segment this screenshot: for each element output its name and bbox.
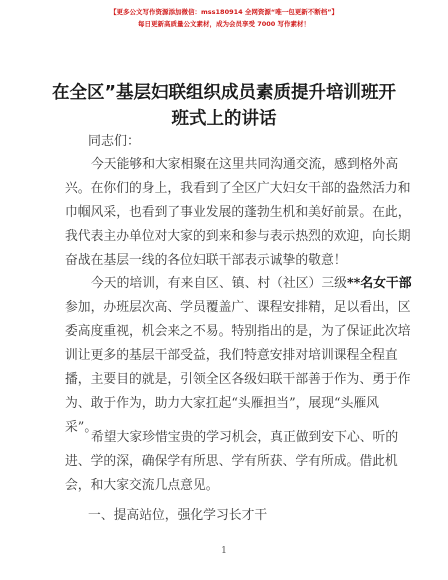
paragraph-3-line: 希望大家珍惜宝贵的学习机会，真正做到安下心、听的 bbox=[91, 430, 399, 445]
paragraph-1 bbox=[65, 153, 411, 273]
paragraph-2-bold-text: **名女干部 bbox=[346, 276, 412, 291]
promo-line-1: 【更多公文写作资源添加微信：mss180914 全网资源“唯一包更新不断档”】 bbox=[110, 8, 338, 16]
paragraph-3-line: 进、学的深，确保学有所思、学有所获、学有所成。借此机 bbox=[65, 454, 398, 469]
paragraph-2-line bbox=[65, 272, 412, 296]
promo-line-2: 每日更新高质量公文素材，成为会员享受 7000 写作素材！ bbox=[137, 20, 311, 28]
paragraph-1-line: 今天能够和大家相聚在这里共同沟通交流，感到格外高 bbox=[91, 157, 399, 172]
paragraph-2-line: 采”。 bbox=[65, 420, 98, 435]
document-title bbox=[40, 80, 408, 132]
salutation: 同志们： bbox=[88, 134, 141, 149]
paragraph-2-line1-text: 今天的培训，有来自区、镇、村（社区）三级 bbox=[91, 276, 347, 291]
title-line-1: 在全区”基层妇联组织成员素质提升培训班开 bbox=[52, 83, 396, 103]
paragraph-2-line: 训让更多的基层干部受益，我们特意安排对培训课程全程直 bbox=[65, 348, 398, 363]
paragraph-1-line: 奋战在基层一线的各位妇联干部表示诚挚的敬意！ bbox=[65, 253, 347, 268]
paragraph-2-line: 为、敢于作为，助力大家扛起“头雁担当”，展现“头雁风 bbox=[65, 396, 379, 411]
promo-banner bbox=[0, 6, 448, 30]
paragraph-1-line: 兴。在你们的身上，我看到了全区广大妇女干部的盎然活力和 bbox=[65, 181, 411, 196]
paragraph-1-line: 我代表主办单位对大家的到来和参与表示热烈的欢迎，向长期 bbox=[65, 229, 411, 244]
paragraph-2-line: 委高度重视，机会来之不易。特别指出的是，为了保证此次培 bbox=[65, 324, 411, 339]
paragraph-3-line: 会，和大家交流几点意见。 bbox=[65, 478, 219, 493]
paragraph-1-line: 巾帼风采，也看到了事业发展的蓬勃生机和美好前景。在此， bbox=[65, 205, 411, 220]
page-number: 1 bbox=[221, 546, 227, 556]
paragraph-2-line: 参加，办班层次高、学员覆盖广、课程安排精，足以看出，区 bbox=[65, 300, 411, 315]
paragraph-2 bbox=[65, 272, 412, 440]
title-line-2: 班式上的讲话 bbox=[171, 109, 277, 129]
section-heading-1: 一、提高站位，强化学习长才干 bbox=[88, 508, 268, 523]
paragraph-3 bbox=[65, 426, 399, 498]
paragraph-2-line: 播，主要目的就是，引领全区各级妇联干部善于作为、勇于作 bbox=[65, 372, 411, 387]
